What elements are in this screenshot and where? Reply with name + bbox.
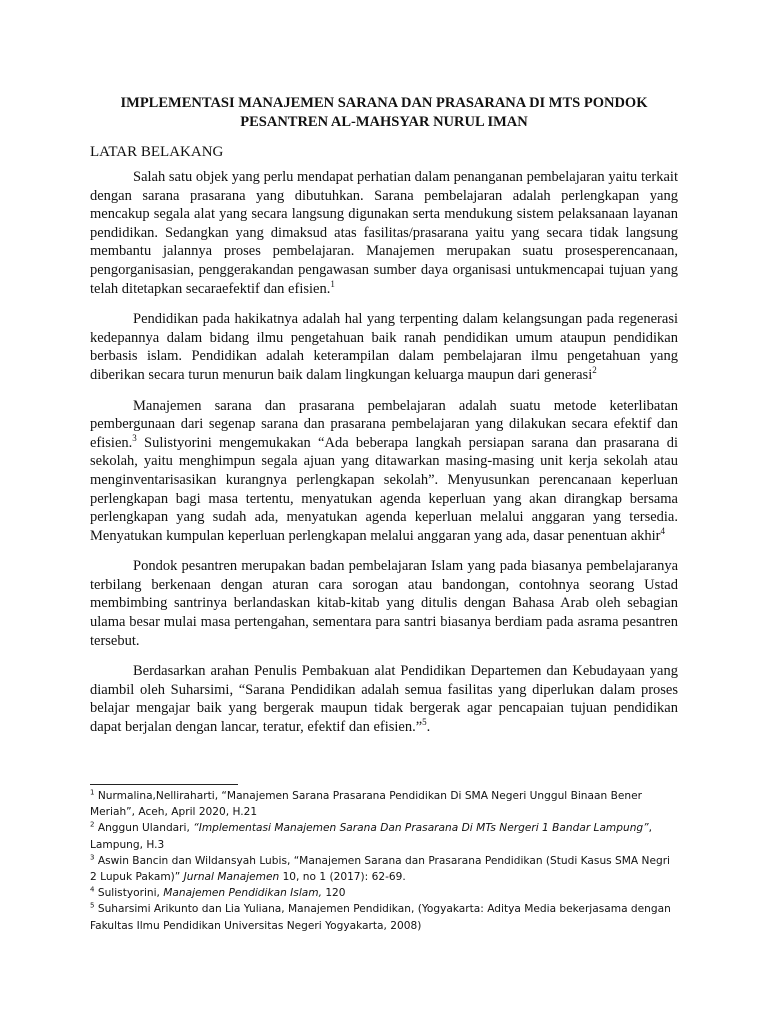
paragraph-3 (90, 397, 678, 546)
paragraph-5 (90, 662, 678, 736)
paragraph-text: Pendidikan pada hakikatnya adalah hal yang terpenting dalam kelangsungan pada regenerasi kedepannya dalam bidang ilmu pengetahuan baik ranah pendidikan umum ataupun pendidikan berbasis islam. Pendidikan adalah keterampilan dalam pembelajaran ilmu pengetahuan yang diberikan secara turun menurun baik dalam lingkungan keluarga maupun dari generasi (90, 311, 678, 383)
footnote-ref-3[interactable]: 3 (132, 432, 137, 443)
footnote-ref-1[interactable]: 1 (330, 278, 335, 289)
paragraph-text-b: Sulistyorini mengemukakan “Ada beberapa langkah persiapan sarana dan prasarana di sekolah, yaitu menghimpun segala ajuan yang ditawarkan masing-masing unit kerja sekolah atau menginventarisasikan kurangnya perlengkapan sekolah”. Menyusunkan perencanaan keperluan perlengkapan bagi masa tertentu, menyatukan agenda keperluan yang akan dirangkap bersama perlengkapan yang sudah ada, menyatukan agenda keperluan melalui anggaran yang tersedia. Menyatukan kumpulan keperluan perlengkapan melalui anggaran yang ada, dasar penentuan akhir (90, 434, 678, 544)
footnote-ref-2[interactable]: 2 (592, 365, 597, 376)
footnote-title: Manajemen Pendidikan Islam, (163, 887, 322, 900)
footnote-separator (90, 784, 238, 785)
paragraph-text: Salah satu objek yang perlu mendapat perhatian dalam penanganan pembelajaran yaitu terkait dengan sarana prasarana yang dibutuhkan. Sarana pembelajaran adalah perlengkapan yang mencakup segala alat yang secara langsung digunakan serta mendukung sistem pelaksanaan layanan pendidikan. Sedangkan yang dimaksud atas fasilitas/prasarana yaitu yang secara tidak langsung membantu jalannya proses pembelajaran. Manajemen merupakan suatu prosesperencanaan, pengorganisasian, penggerakandan pengawasan sumber daya organisasi untukmencapai tujuan yang telah ditetapkan secaraefektif dan efisien. (90, 169, 678, 297)
footnote-3 (90, 853, 678, 885)
paragraph-text-a: Manajemen sarana dan prasarana pembelajaran adalah suatu metode keterlibatan pembergunaan dari segenap sarana dan prasarana pembelajaran yang dilakukan secara efektif dan efisien. (90, 397, 678, 451)
footnotes (90, 788, 678, 934)
section-heading: LATAR BELAKANG (90, 144, 224, 160)
footnote-5 (90, 901, 678, 933)
footnote-ref-5[interactable]: 5 (422, 717, 427, 728)
footnote-number: 3 (90, 853, 95, 862)
footnote-ref-4[interactable]: 4 (660, 525, 666, 536)
paragraph-1 (90, 168, 678, 298)
document-body (90, 94, 678, 749)
paragraph-text: Berdasarkan arahan Penulis Pembakuan alat Pendidikan Departemen dan Kebudayaan yang diambil oleh Suharsimi, “Sarana Pendidikan adalah semua fasilitas yang diperlukan dalam proses belajar mengajar baik yang bergerak maupun tidak bergerak agar pencapaian tujuan pendidikan dapat berjalan dengan lancar, teratur, efektif dan efisien.” (90, 663, 678, 736)
paragraph-tail: . (426, 719, 431, 736)
footnote-text: Nurmalina,Nelliraharti, “Manajemen Sarana Prasarana Pendidikan Di SMA Negeri Unggul Binaan Bener Meriah”, Aceh, April 2020, H.21 (90, 790, 642, 819)
title-line-2: PESANTREN AL-MAHSYAR NURUL IMAN (240, 114, 528, 130)
footnote-text: 10, no 1 (2017): 62-69. (279, 871, 406, 884)
footnote-title: “Implementasi Manajemen Sarana Dan Prasarana Di MTs Nergeri 1 Bandar Lampung” (193, 822, 649, 835)
footnote-text: , Lampung, H.3 (90, 822, 652, 851)
footnote-number: 5 (90, 901, 95, 910)
footnote-2 (90, 820, 678, 852)
paragraph-text: Pondok pesantren merupakan badan pembelajaran Islam yang pada biasanya pembelajaranya terbilang berkenaan dengan aturan cara sorogan atau bandongan, contohnya seorang Ustad membimbing santrinya berlandaskan kitab-kitab yang ditulis dengan Bahasa Arab oleh sebagian ulama besar mulai masa pertengahan, sementara para santri biasanya berdiam pada asrama pesantren tersebut. (90, 558, 678, 649)
footnote-number: 1 (90, 788, 95, 797)
footnote-1 (90, 788, 678, 820)
footnote-title: Jurnal Manajemen (183, 871, 280, 884)
footnote-text: Aswin Bancin dan Wildansyah Lubis, “Manajemen Sarana dan Prasarana Pendidikan (Studi Kasus SMA Negri 2 Lupuk Pakam)” (90, 854, 670, 884)
paragraph-4 (90, 557, 678, 650)
footnote-text: Anggun Ulandari, (97, 822, 194, 835)
footnote-text: Suharsimi Arikunto dan Lia Yuliana, Manajemen Pendidikan, (Yogyakarta: Aditya Media bekerjasama dengan Fakultas Ilmu Pendidikan Universitas Negeri Yogyakarta, 2008) (90, 903, 671, 932)
document-title (90, 94, 678, 132)
title-line-1: IMPLEMENTASI MANAJEMEN SARANA DAN PRASARANA DI MTS PONDOK (120, 95, 648, 111)
footnote-text: Sulistyorini, (97, 887, 164, 900)
footnote-number: 2 (90, 820, 95, 829)
footnote-number: 4 (90, 885, 95, 894)
paragraph-2 (90, 310, 678, 384)
footnote-text: 120 (321, 887, 346, 900)
footnote-4 (90, 885, 678, 901)
